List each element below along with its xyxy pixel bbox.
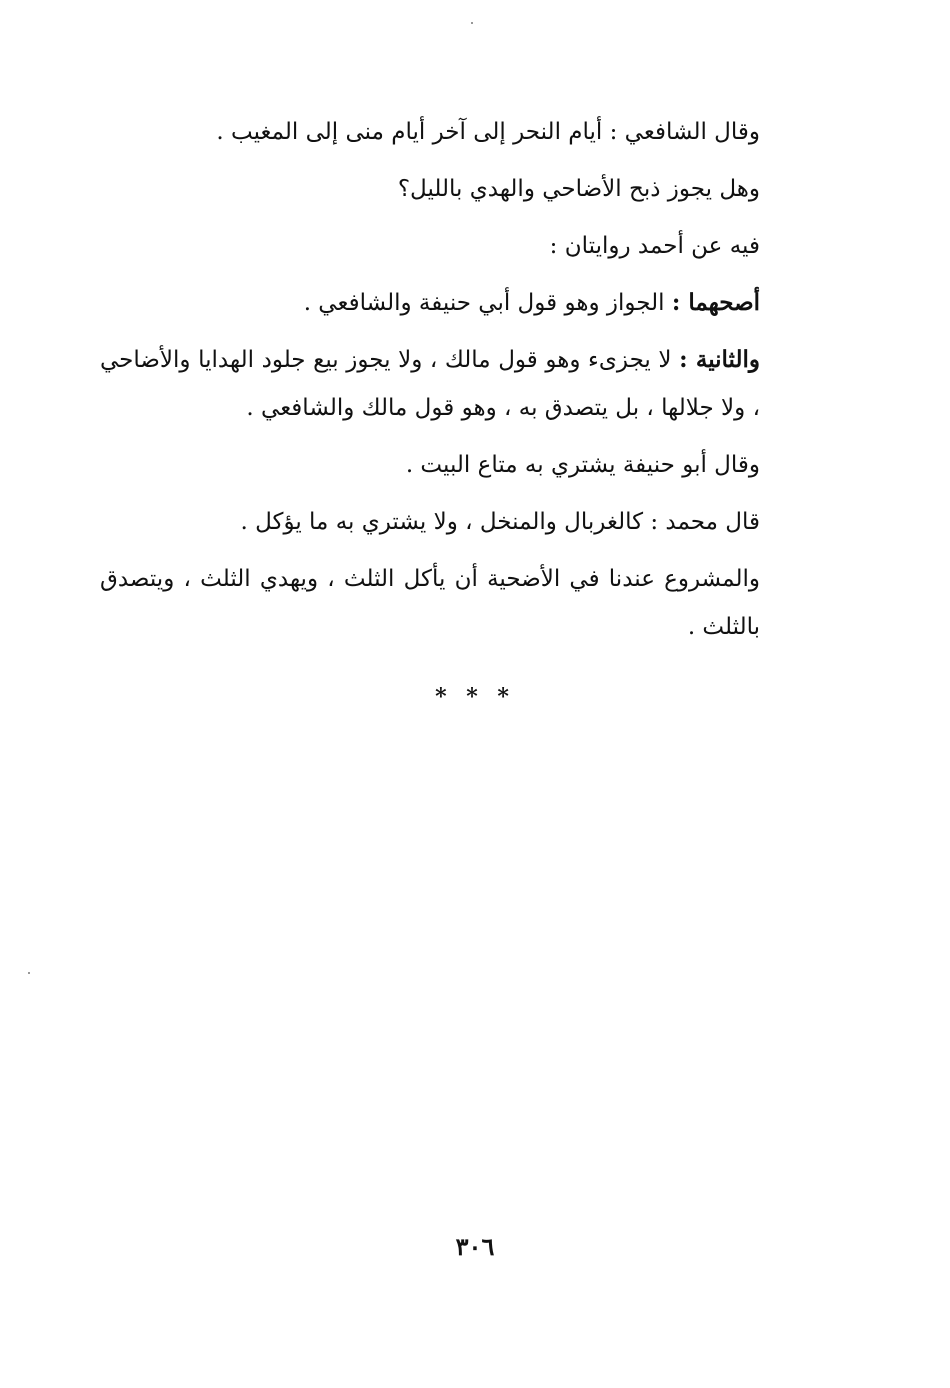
paragraph-thirds — [100, 555, 760, 651]
paragraph-text: وهل يجوز ذبح الأضاحي والهدي بالليل؟ — [397, 176, 760, 202]
paragraph-lead: والثانية : — [679, 346, 761, 373]
paragraph-text: والمشروع عندنا في الأضحية أن يأكل الثلث ، ويهدي الثلث ، ويتصدق بالثلث . — [100, 566, 760, 640]
paragraph-abu-hanifa — [100, 441, 760, 489]
paragraph-muhammad — [100, 498, 760, 546]
paragraph-text: الجواز وهو قول أبي حنيفة والشافعي . — [303, 290, 672, 316]
paragraph-text: قال محمد : كالغربال والمنخل ، ولا يشتري به ما يؤكل . — [240, 509, 760, 535]
paragraph-two-narrations — [100, 222, 760, 270]
section-separator: * * * — [435, 684, 515, 710]
body-text — [100, 108, 760, 660]
paragraph-text: فيه عن أحمد روايتان : — [549, 233, 760, 259]
scan-speck — [471, 22, 473, 24]
paragraph-lead: أصحهما : — [671, 289, 760, 316]
paragraph-shafii-days — [100, 108, 760, 156]
paragraph-second-narration — [100, 336, 760, 432]
paragraph-first-narration — [100, 279, 760, 327]
page-number: ٣٠٦ — [455, 1232, 495, 1261]
paragraph-text: وقال الشافعي : أيام النحر إلى آخر أيام منى إلى المغيب . — [216, 119, 760, 145]
paragraph-text: وقال أبو حنيفة يشتري به متاع البيت . — [405, 452, 760, 478]
paragraph-text: لا يجزىء وهو قول مالك ، ولا يجوز بيع جلود الهدايا والأضاحي ، ولا جلالها ، بل يتصدق به ، وهو قول مالك والشافعي . — [100, 347, 760, 421]
paragraph-night-slaughter-question — [100, 165, 760, 213]
scan-speck — [28, 972, 30, 974]
